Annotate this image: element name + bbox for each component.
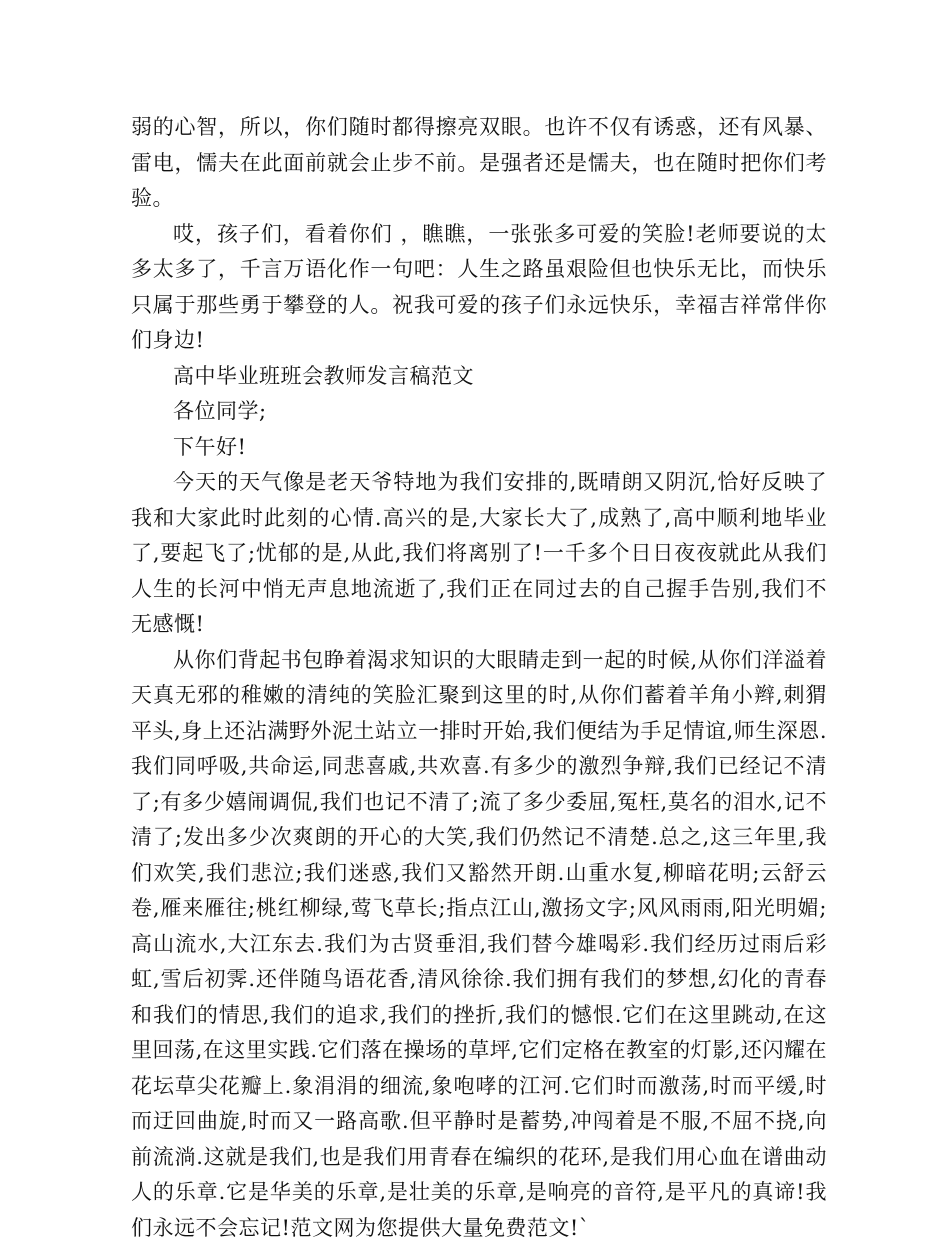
paragraph-weather: 今天的天气像是老天爷特地为我们安排的,既晴朗又阴沉,恰好反映了我和大家此时此刻的心情.高兴的是,大家长大了,成熟了,高中顺利地毕业了,要起飞了;忧郁的是,从此,我们将离别了!一千多个日日夜夜就此从我们人生的长河中悄无声息地流逝了,我们正在同过去的自己握手告别,我们不无感慨! [131,465,827,643]
paragraph-continued: 弱的心智，所以，你们随时都得擦亮双眼。也许不仅有诱惑，还有风暴、雷电，懦夫在此面前就会止步不前。是强者还是懦夫，也在随时把你们考验。 [131,110,827,217]
paragraph-farewell-blessing: 哎，孩子们，看着你们 ，瞧瞧，一张张多可爱的笑脸!老师要说的太多太多了，千言万语化作一句吧：人生之路虽艰险但也快乐无比，而快乐只属于那些勇于攀登的人。祝我可爱的孩子们永远快乐，幸福吉祥常伴你们身边! [131,217,827,359]
salutation: 各位同学; [131,394,827,430]
section-title: 高中毕业班班会教师发言稿范文 [131,359,827,395]
greeting: 下午好! [131,430,827,466]
paragraph-memories: 从你们背起书包睁着渴求知识的大眼睛走到一起的时候,从你们洋溢着天真无邪的稚嫩的清纯的笑脸汇聚到这里的时,从你们蓄着羊角小辫,刺猬平头,身上还沾满野外泥土站立一排时开始,我们便结为手足情谊,师生深恩.我们同呼吸,共命运,同悲喜戚,共欢喜.有多少的激烈争辩,我们已经记不清了;有多少嬉闹调侃,我们也记不清了;流了多少委屈,冤枉,莫名的泪水,记不清了;发出多少次爽朗的开心的大笑,我们仍然记不清楚.总之,这三年里,我们欢笑,我们悲泣;我们迷惑,我们又豁然开朗.山重水复,柳暗花明;云舒云卷,雁来雁往;桃红柳绿,莺飞草长;指点江山,激扬文字;风风雨雨,阳光明媚;高山流水,大江东去.我们为古贤垂泪,我们替今雄喝彩.我们经历过雨后彩虹,雪后初霁.还伴随鸟语花香,清风徐徐.我们拥有我们的梦想,幻化的青春和我们的情思,我们的追求,我们的挫折,我们的憾恨.它们在这里跳动,在这里回荡,在这里实践.它们落在操场的草坪,它们定格在教室的灯影,还闪耀在花坛草尖花瓣上.象涓涓的细流,象咆哮的江河.它们时而激荡,时而平缓,时而迂回曲旋,时而又一路高歌.但平静时是蓄势,冲闯着是不服,不屈不挠,向前流淌.这就是我们,也是我们用青春在编织的花环,是我们用心血在谱曲动人的乐章.它是华美的乐章,是壮美的乐章,是响亮的音符,是平凡的真谛!我们永远不会忘记!范文网为您提供大量免费范文!` [131,643,827,1246]
document-body [131,110,827,1246]
